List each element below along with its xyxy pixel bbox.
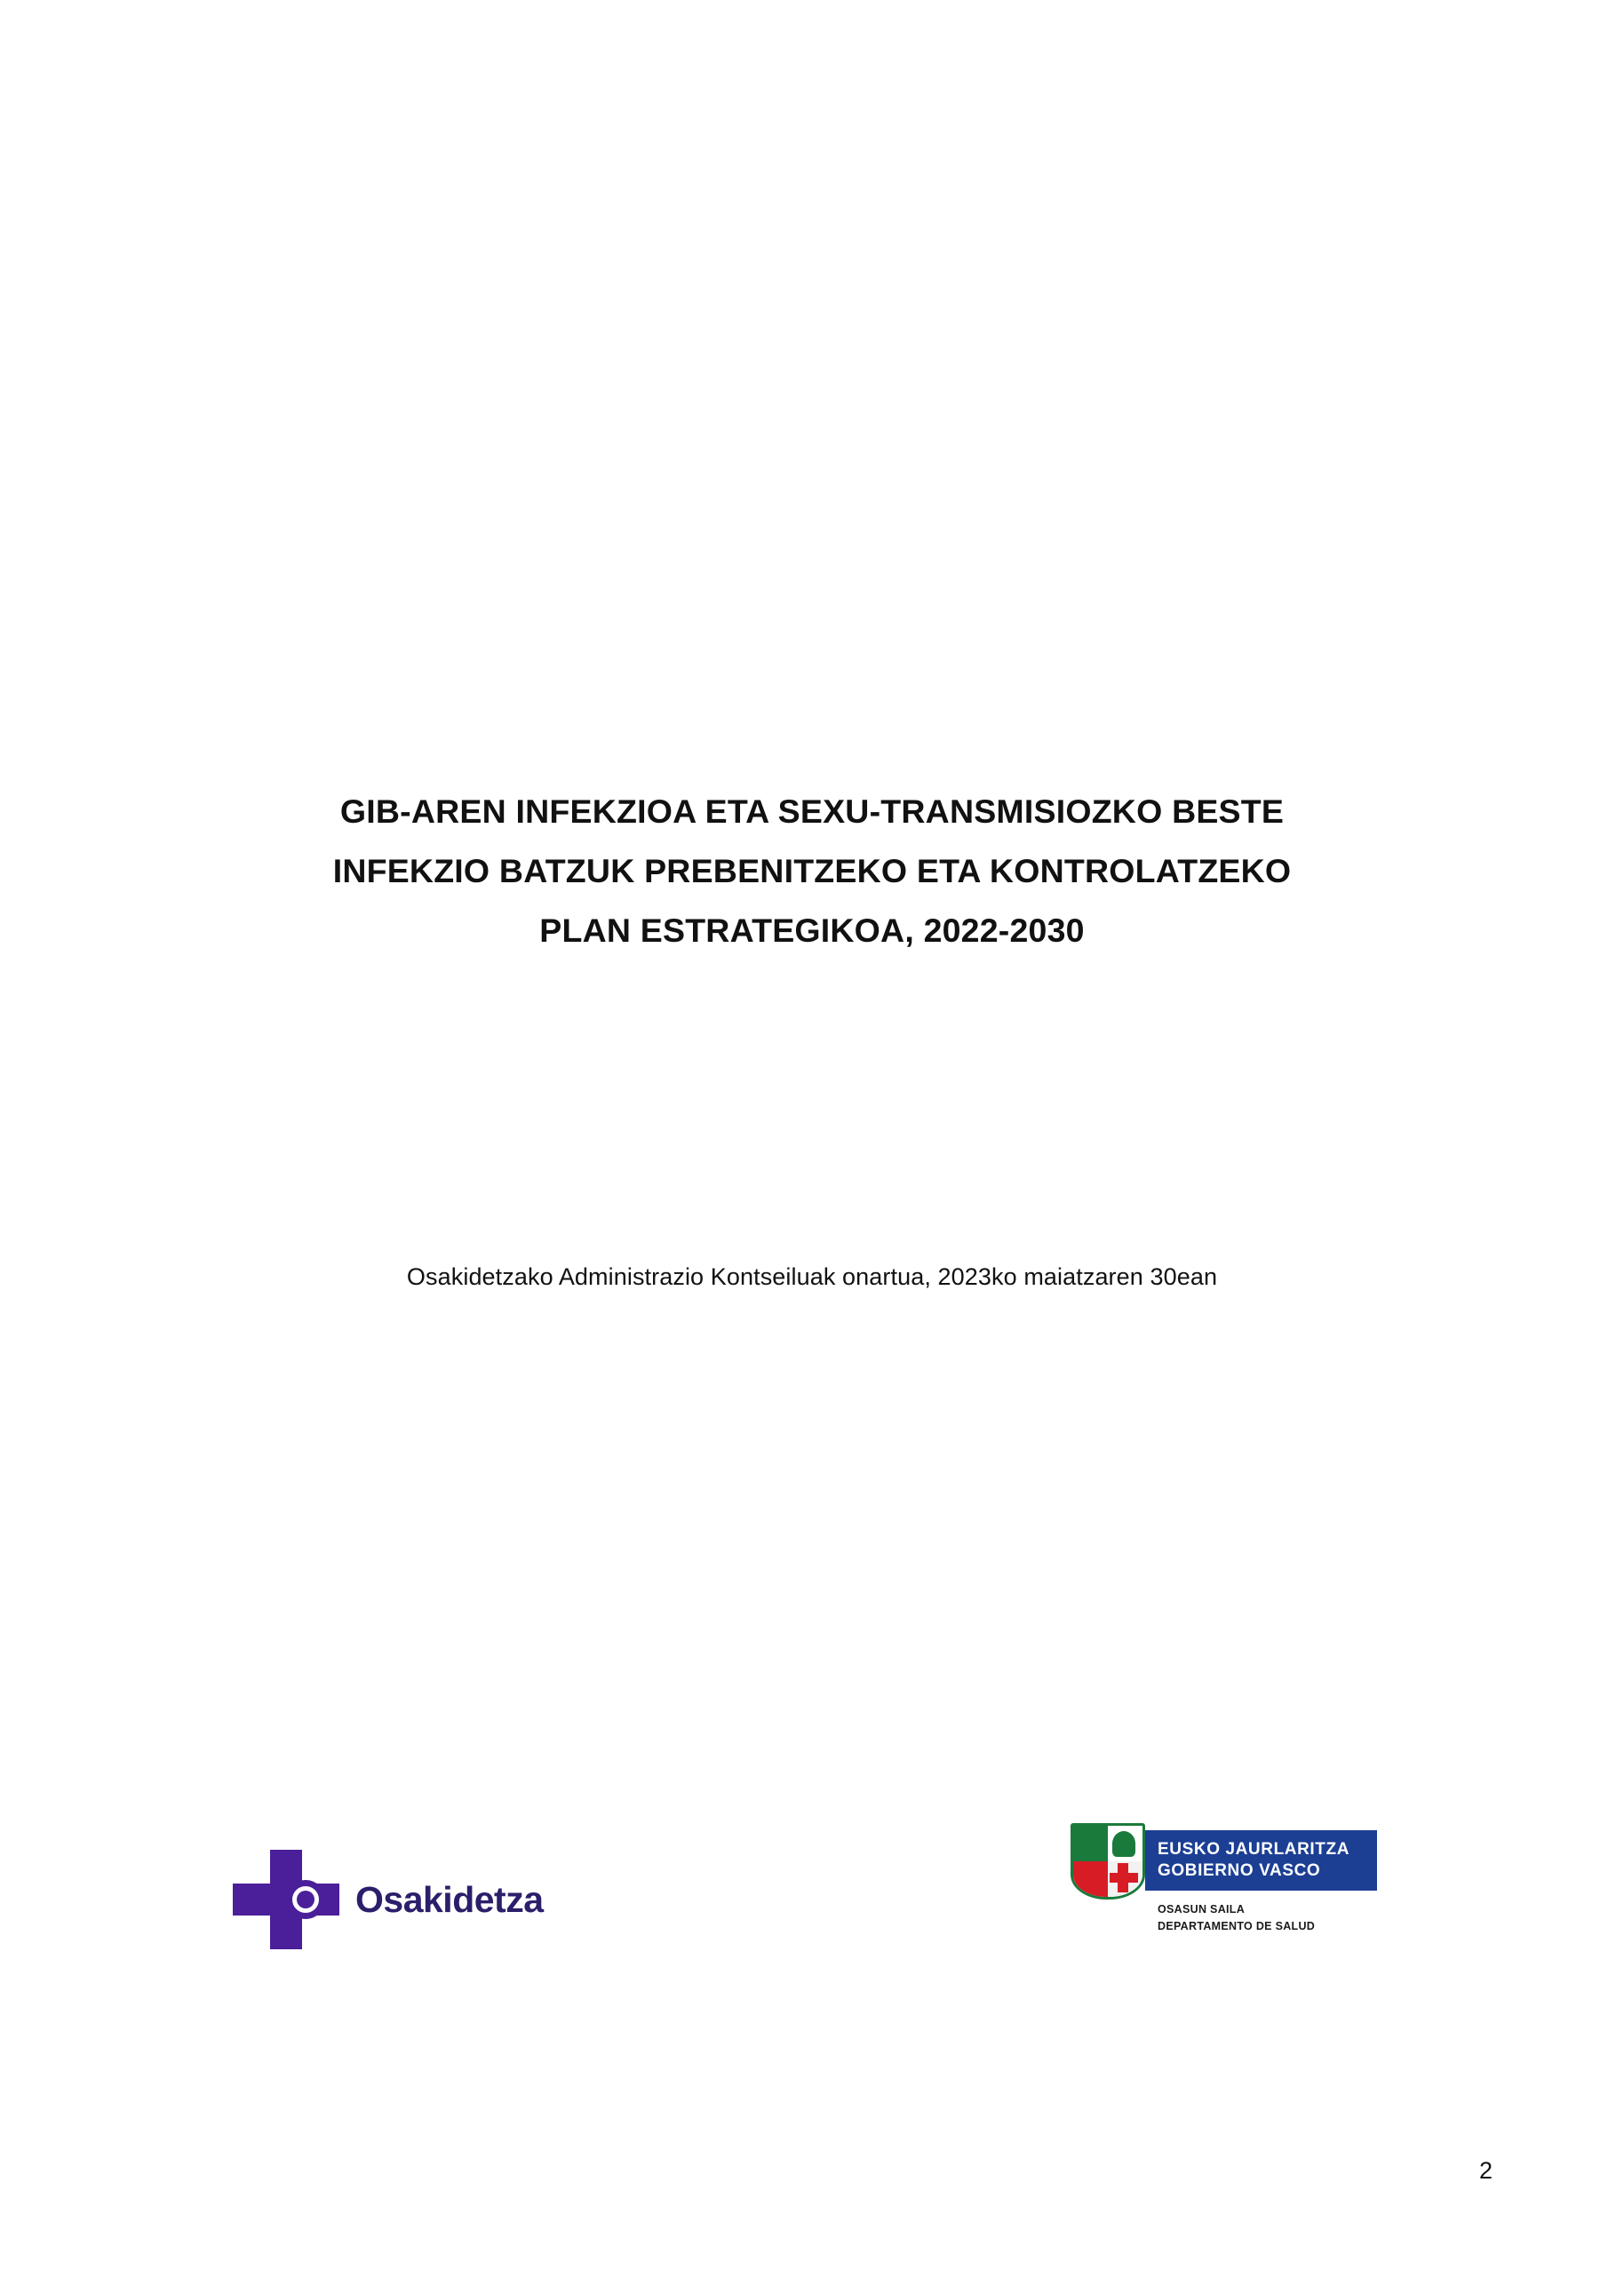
page-title: [0, 782, 1624, 960]
page-number: 2: [1478, 2157, 1493, 2184]
title-line-1: GIB-AREN INFEKZIOA ETA SEXU-TRANSMISIOZKO BESTE: [339, 793, 1285, 830]
eusko-jaurlaritza-line-2: GOBIERNO VASCO: [1158, 1861, 1321, 1880]
logo-row: [0, 1830, 1624, 2008]
eusko-jaurlaritza-logo: [1071, 1830, 1377, 1935]
basque-coat-of-arms-icon: [1071, 1823, 1145, 1900]
osakidetza-logo: [233, 1850, 544, 1949]
approval-note: [0, 1263, 1624, 1291]
osakidetza-wordmark: Osakidetza: [355, 1878, 544, 1920]
eusko-jaurlaritza-nameplate: [1145, 1830, 1377, 1891]
department-label-es: DEPARTAMENTO DE SALUD: [1158, 1919, 1316, 1932]
approval-note-text: Osakidetzako Administrazio Kontseiluak onartua, 2023ko maiatzaren 30ean: [406, 1263, 1218, 1290]
eusko-jaurlaritza-line-1: EUSKO JAURLARITZA: [1158, 1839, 1350, 1859]
title-line-2: INFEKZIO BATZUK PREBENITZEKO ETA KONTROLATZEKO: [332, 851, 1292, 889]
title-line-3: PLAN ESTRATEGIKOA, 2022-2030: [539, 911, 1085, 949]
osakidetza-cross-icon: [233, 1850, 339, 1949]
department-labels: [1158, 1901, 1377, 1935]
department-label-eu: OSASUN SAILA: [1158, 1903, 1246, 1916]
